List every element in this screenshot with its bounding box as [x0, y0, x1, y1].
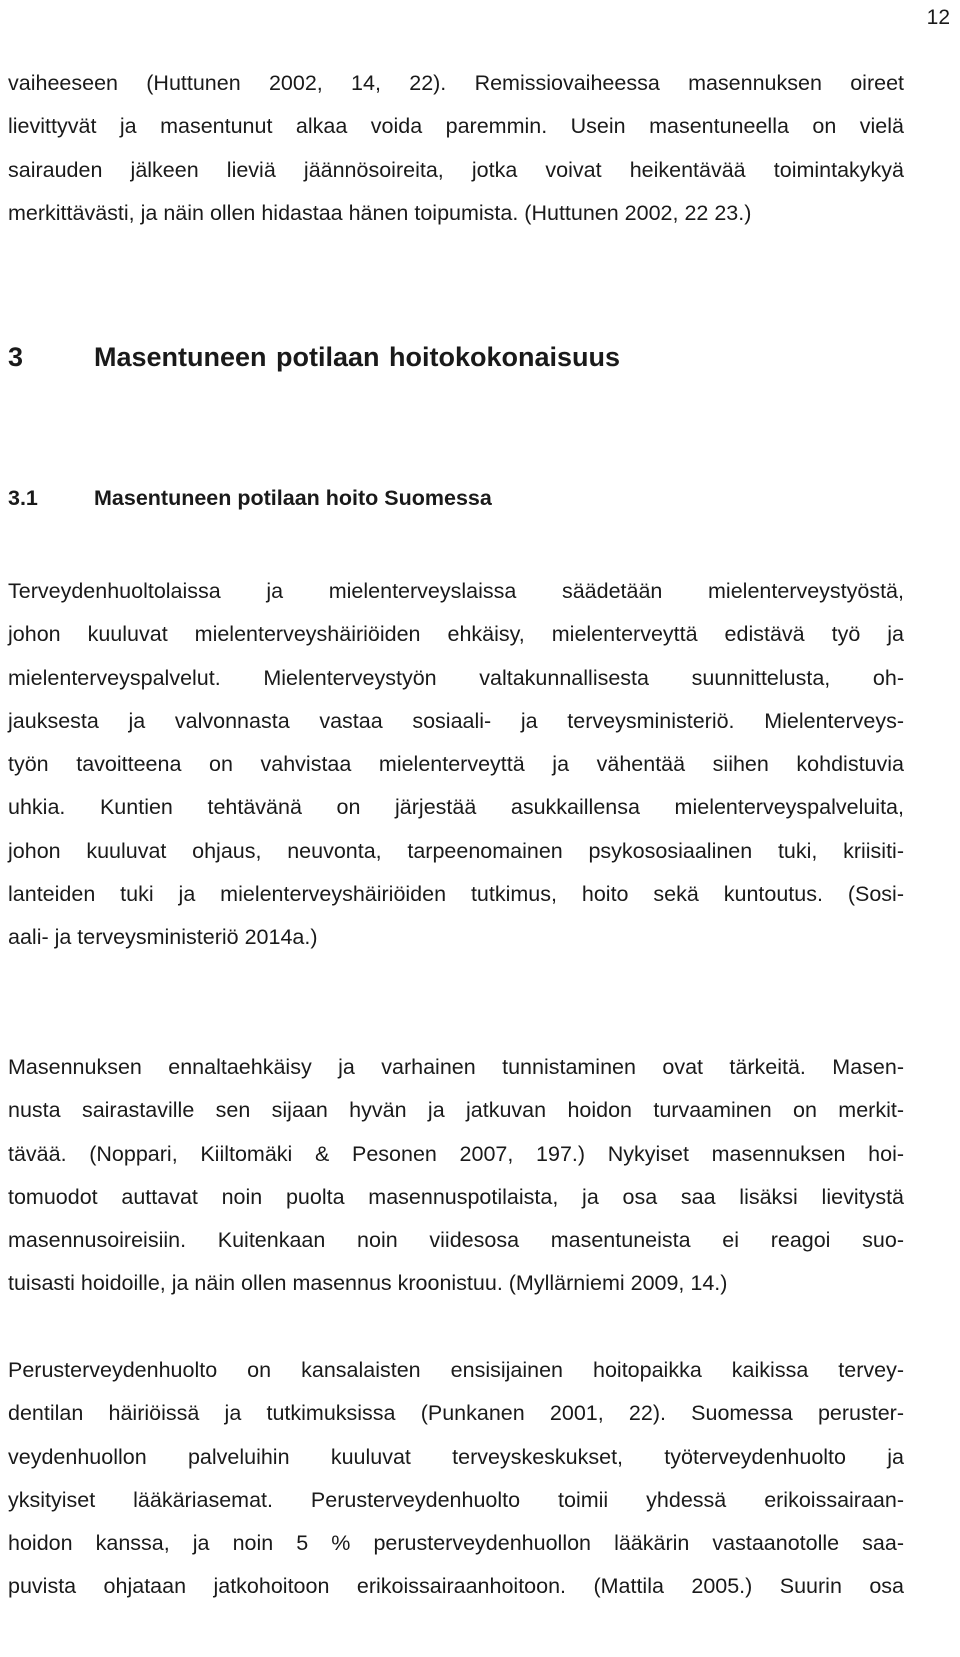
paragraph-line: veydenhuollon palveluihin kuuluvat terveyskeskukset, työterveydenhuolto ja	[8, 1444, 904, 1469]
paragraph-line: jauksesta ja valvonnasta vastaa sosiaali- ja terveysministeriö. Mielenterveys-	[8, 708, 904, 733]
intro-line: sairauden jälkeen lieviä jäännösoireita, jotka voivat heikentävää toimintakykyä	[8, 157, 904, 182]
paragraph-3	[8, 1349, 904, 1609]
page-number: 12	[926, 6, 950, 29]
paragraph-line: puvista ohjataan jatkohoitoon erikoissairaanhoitoon. (Mattila 2005.) Suurin osa	[8, 1574, 904, 1599]
intro-paragraph	[8, 62, 904, 235]
paragraph-line: nusta sairastaville sen sijaan hyvän ja jatkuvan hoidon turvaaminen on merkit-	[8, 1098, 904, 1123]
paragraph-line: tuisasti hoidoille, ja näin ollen masennus kroonistuu. (Myllärniemi 2009, 14.)	[8, 1271, 728, 1296]
paragraph-line: työn tavoitteena on vahvistaa mielenterveyttä ja vähentää siihen kohdistuvia	[8, 752, 904, 777]
paragraph-2	[8, 1046, 904, 1306]
paragraph-line: hoidon kanssa, ja noin 5 % perusterveydenhuollon lääkärin vastaanotolle saa-	[8, 1531, 904, 1556]
paragraph-line: johon kuuluvat ohjaus, neuvonta, tarpeenomainen psykososiaalinen tuki, kriisiti-	[8, 838, 904, 863]
paragraph-line: yksityiset lääkäriasemat. Perusterveydenhuolto toimii yhdessä erikoissairaan-	[8, 1487, 904, 1512]
paragraph-line: lanteiden tuki ja mielenterveyshäiriöiden tutkimus, hoito sekä kuntoutus. (Sosi-	[8, 882, 904, 907]
subsection-number: 3.1	[8, 486, 38, 510]
paragraph-1	[8, 570, 904, 960]
paragraph-line: uhkia. Kuntien tehtävänä on järjestää asukkaillensa mielenterveyspalveluita,	[8, 795, 904, 820]
intro-line: lievittyvät ja masentunut alkaa voida paremmin. Usein masentuneella on vielä	[8, 114, 904, 139]
paragraph-line: Perusterveydenhuolto on kansalaisten ensisijainen hoitopaikka kaikissa tervey-	[8, 1358, 904, 1382]
section-heading	[8, 342, 620, 373]
subsection-title: Masentuneen potilaan hoito Suomessa	[94, 486, 492, 510]
intro-line: vaiheeseen (Huttunen 2002, 14, 22). Remissiovaiheessa masennuksen oireet	[8, 71, 904, 95]
paragraph-line: johon kuuluvat mielenterveyshäiriöiden ehkäisy, mielenterveyttä edistävä työ ja	[8, 622, 904, 647]
paragraph-line: masennusoireisiin. Kuitenkaan noin viidesosa masentuneista ei reagoi suo-	[8, 1228, 904, 1253]
paragraph-line: dentilan häiriöissä ja tutkimuksissa (Punkanen 2001, 22). Suomessa peruster-	[8, 1401, 904, 1426]
paragraph-line: aali- ja terveysministeriö 2014a.)	[8, 925, 318, 950]
section-title: Masentuneen potilaan hoitokokonaisuus	[94, 342, 621, 372]
intro-line: merkittävästi, ja näin ollen hidastaa hänen toipumista. (Huttunen 2002, 22 23.)	[8, 200, 752, 225]
paragraph-line: Terveydenhuoltolaissa ja mielenterveyslaissa säädetään mielenterveystyöstä,	[8, 579, 904, 603]
subsection-heading	[8, 486, 492, 511]
paragraph-line: mielenterveyspalvelut. Mielenterveystyön valtakunnallisesta suunnittelusta, oh-	[8, 665, 904, 690]
paragraph-line: tävää. (Noppari, Kiiltomäki & Pesonen 2007, 197.) Nykyiset masennuksen hoi-	[8, 1141, 904, 1166]
section-number: 3	[8, 342, 24, 372]
paragraph-line: tomuodot auttavat noin puolta masennuspotilaista, ja osa saa lisäksi lievitystä	[8, 1184, 904, 1209]
paragraph-line: Masennuksen ennaltaehkäisy ja varhainen tunnistaminen ovat tärkeitä. Masen-	[8, 1055, 904, 1079]
